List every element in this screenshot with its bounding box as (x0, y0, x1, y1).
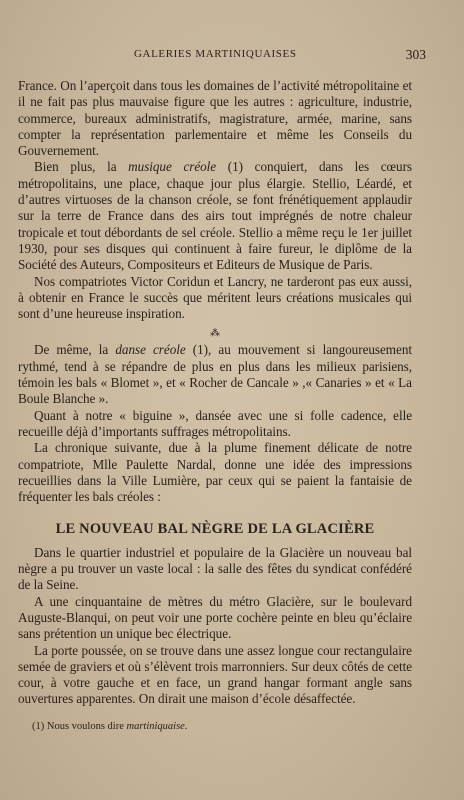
paragraph-3: Nos compatriotes Victor Coridun et Lancry, ne tarderont pas eux aussi, à obtenir en France le succès que méritent leurs créations musicales qui sont d’une heureuse inspiration. (18, 273, 412, 322)
danse-creole-term: danse créole (115, 342, 186, 358)
paragraph-6: La chronique suivante, due à la plume finement délicate de notre compatriote, Mlle Paulette Nardal, donne une idée des impressions recueillies dans la Ville Lumière, par ceux qui se paient la fantaisie de fréquenter les bals créoles : (18, 440, 412, 505)
running-head: GALERIES MARTINIQUAISES (134, 48, 297, 60)
paragraph-2-start: Bien plus, la (34, 159, 129, 175)
paragraph-5: Quant à notre « biguine », dansée avec une si folle cadence, elle recueille déjà d’importants suffrages métropolitains. (18, 407, 412, 439)
section-separator: ⁂ (210, 328, 220, 340)
paragraph-1: France. On l’aperçoit dans tous les domaines de l’activité métropolitaine et il ne fait pas plus mauvaise figure que les autres : agriculture, industrie, commerce, bureaux administratifs, magistrature, armée, marine, sans compter la représentation parlementaire et même les Conseils du Gouvernement. (18, 78, 412, 159)
page-header (0, 48, 464, 68)
page-number: 303 (405, 47, 426, 62)
paragraph-8: A une cinquantaine de mètres du métro Glacière, sur le boulevard Auguste-Blanqui, on peut voir une porte cochère peinte en bleu qu’éclaire sans prétention un unique bec électrique. (18, 593, 412, 642)
paragraph-2-rest: (1) conquiert, dans les cœurs métropolitains, une place, chaque jour plus élargie. Stellio, Léardé, et d’autres virtuoses de la chanson créole, se font frénétiquement applaudir sur la terre de France dans des airs tout imprégnés de notre chaleur tropicale et tout débordants de sel créole. Stellio a même reçu le 1er juillet 1930, pour ses disques qui continuent à faire fureur, le diplôme de la Société des Auteurs, Compositeurs et Editeurs de Musique de Paris. (18, 159, 412, 273)
body-text (18, 78, 412, 708)
paragraph-4-start: De même, la (34, 342, 116, 358)
paragraph-7: Dans le quartier industriel et populaire de la Glacière un nouveau bal nègre a pu trouver un vaste local : la salle des fêtes du syndicat confédéré de la Seine. (18, 544, 412, 593)
musique-creole-term: musique créole (128, 159, 217, 175)
paragraph-9: La porte poussée, on se trouve dans une assez longue cour rectangulaire semée de graviers et où s’élèvent trois marronniers. Sur deux côtés de cette cour, à votre gauche et en face, un grand hangar formant angle sans ouvertures apparentes. On dirait une maison d’école désaffectée. (18, 642, 412, 707)
paragraph-4 (18, 342, 412, 407)
paragraph-4-rest: (1), au mouvement si langoureusement rythmé, tend à se répandre de plus en plus dans les milieux parisiens, témoin les bals « Blomet », et « Rocher de Cancale » ,« Canaries » et « La Boule Blanche ». (18, 342, 412, 407)
footnote-italic: martiniquaise. (126, 721, 188, 732)
paragraph-2 (18, 159, 412, 273)
footnote-text: (1) Nous voulons dire (32, 721, 127, 732)
section-title: LE NOUVEAU BAL NÈGRE DE LA GLACIÈRE (55, 521, 375, 538)
footnote (32, 721, 187, 732)
